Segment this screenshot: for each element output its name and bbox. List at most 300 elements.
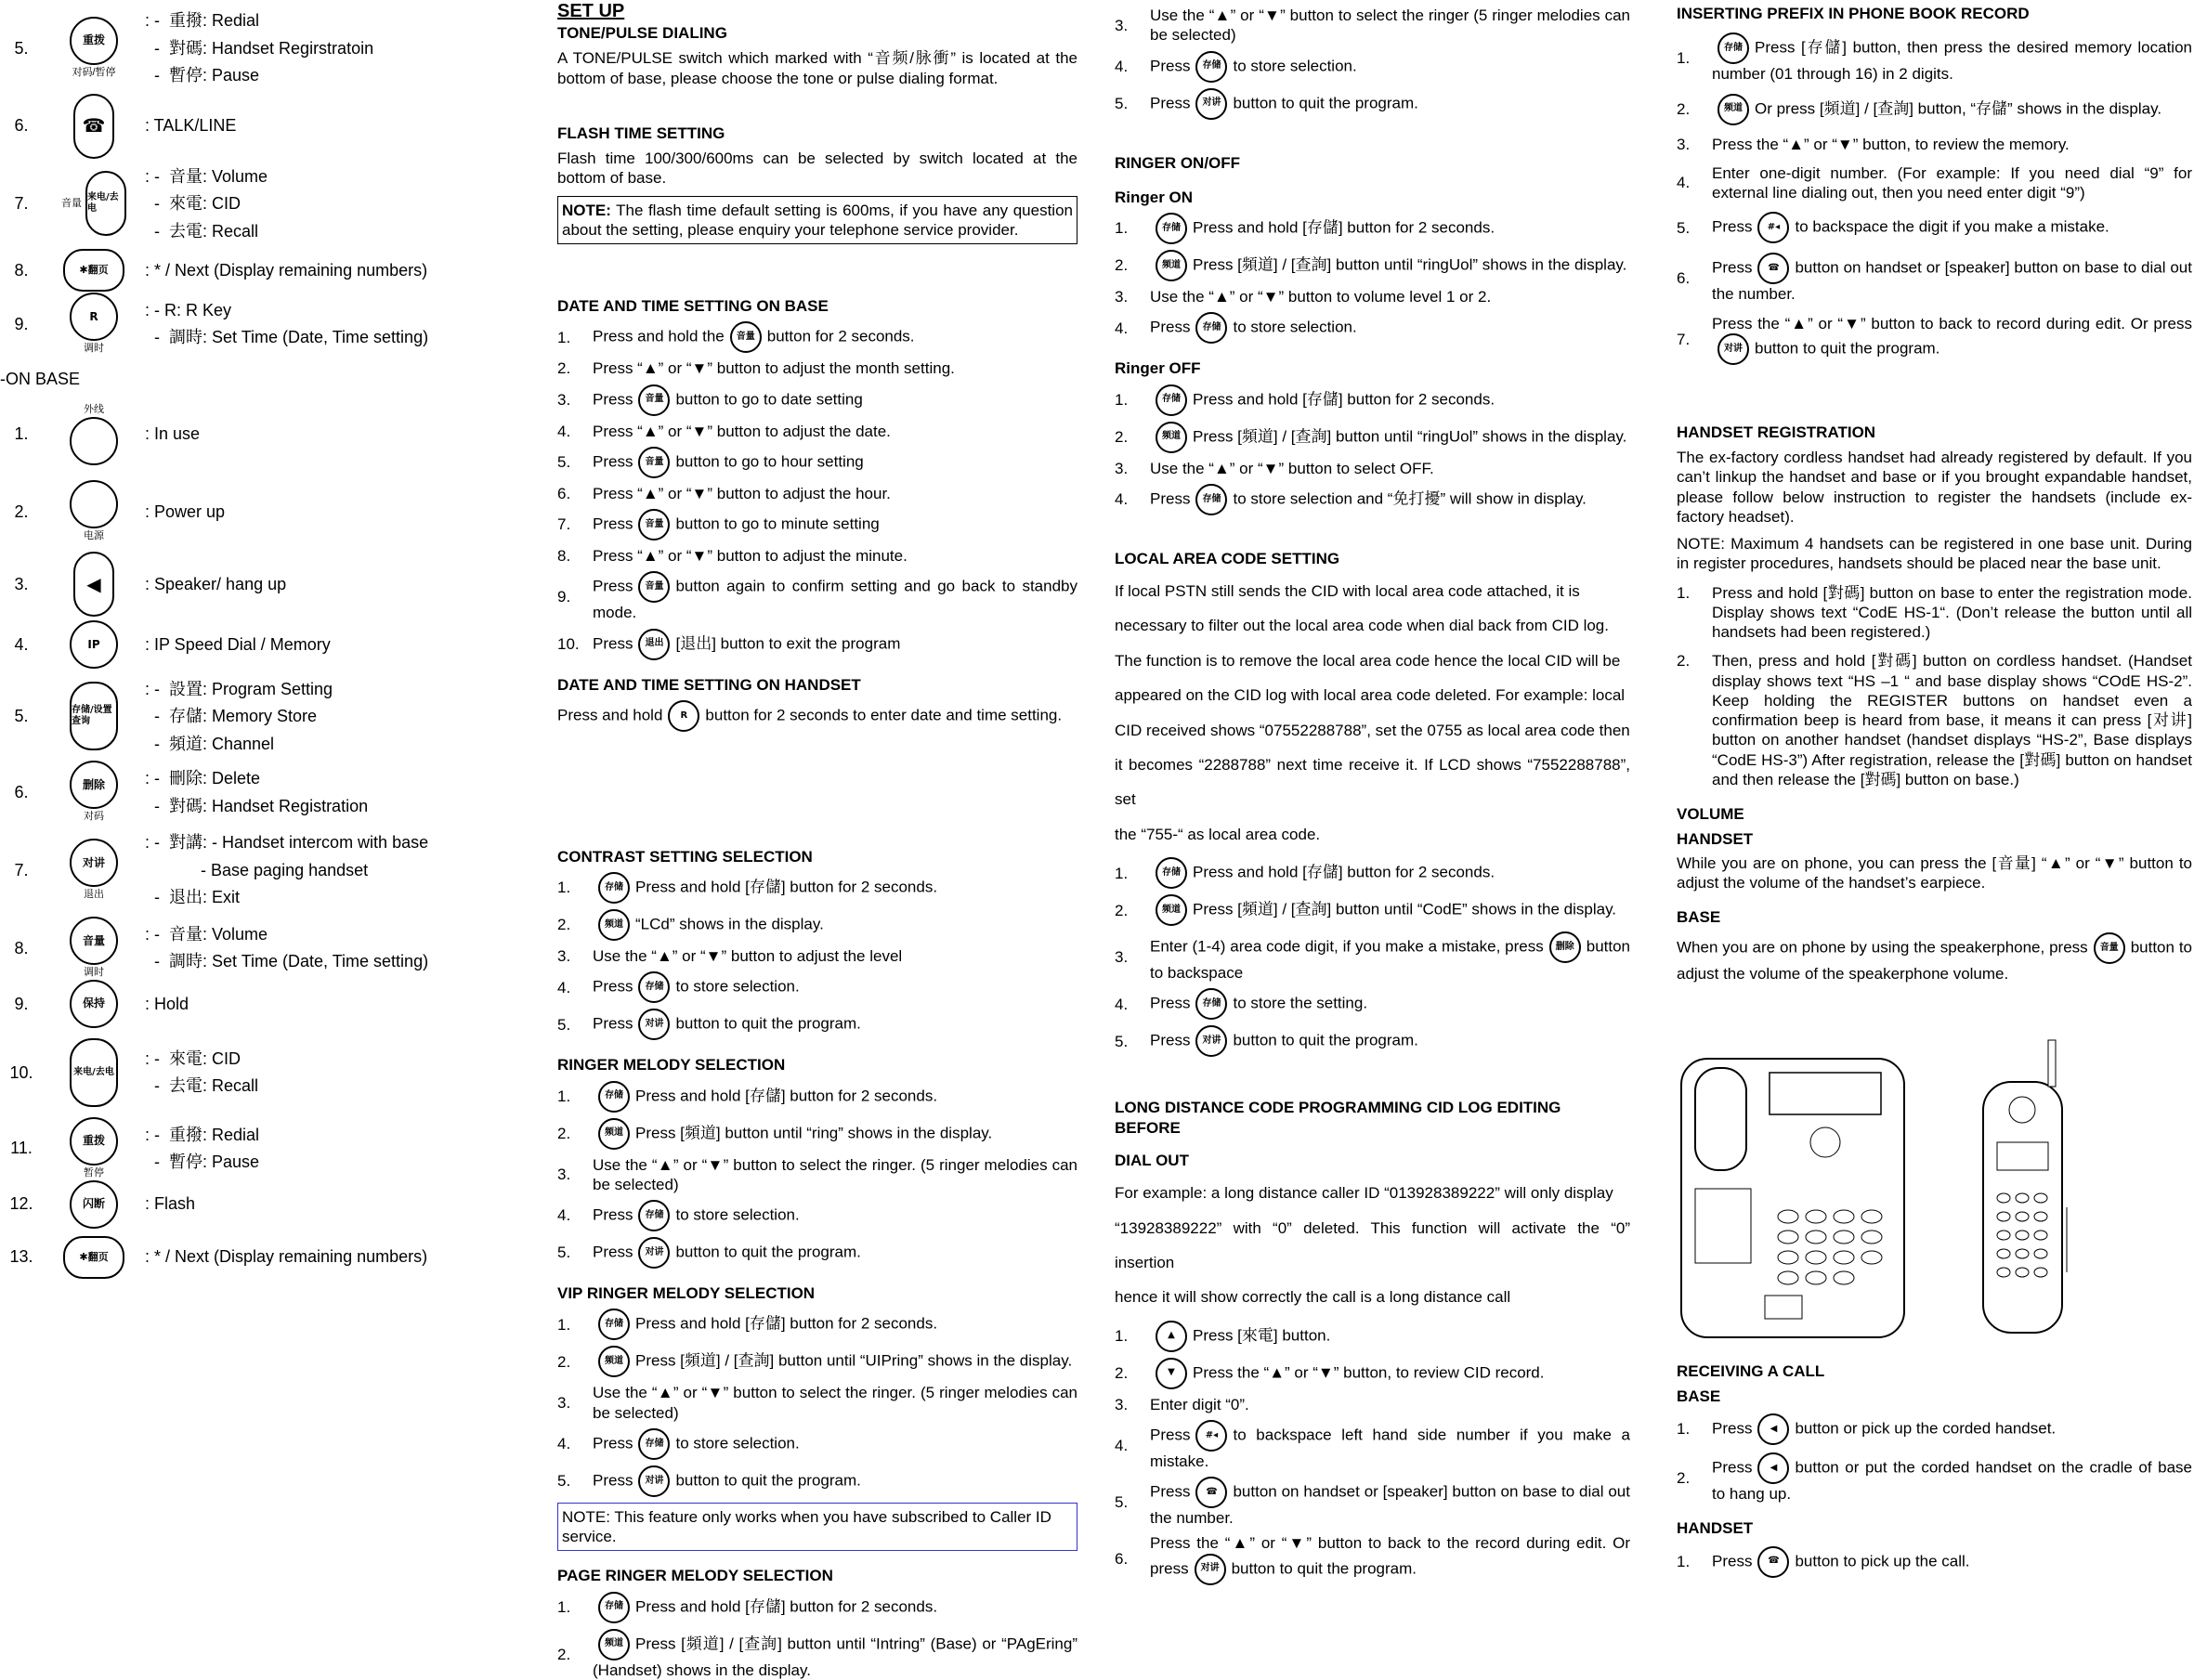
step-pre: Press: [1150, 1031, 1191, 1049]
step-post: Or press [頻道] / [查詢] button, “存儲” shows in the display.: [1755, 98, 2162, 117]
step-number: 2.: [1115, 901, 1129, 919]
local-area-step: [1115, 857, 1630, 889]
ringer-step-list: [1115, 6, 1630, 120]
step-number: 4.: [1677, 174, 1691, 192]
legend-row: [0, 1117, 548, 1180]
step-text: [593, 422, 1077, 441]
ringer-step-list: [557, 1081, 1077, 1270]
step-number: 5.: [1115, 94, 1129, 112]
step-post: Press and hold [存儲] button for 2 seconds.: [1193, 389, 1495, 408]
legend-line: - 對碼: Handset Registration: [145, 796, 369, 815]
step-button-icon[interactable]: 存储: [638, 971, 670, 1003]
step-post: Press and hold [存儲] button for 2 seconds.: [635, 1596, 938, 1615]
step-button-icon[interactable]: ☎: [1195, 1477, 1227, 1508]
ringer-off-heading: Ringer OFF: [1115, 359, 1201, 378]
step-number: 4.: [1115, 995, 1129, 1013]
step-number: 1.: [1115, 390, 1129, 409]
step-button-icon[interactable]: 对讲: [1717, 333, 1749, 365]
date-base-step: [557, 321, 1077, 353]
step-post: button to quit the program.: [675, 1471, 861, 1490]
step-post: to store selection.: [675, 1434, 800, 1452]
step-button-icon[interactable]: ☎: [1757, 253, 1789, 284]
step-button-icon[interactable]: 存储: [1156, 384, 1187, 416]
step-post: Press and hold [存儲] button for 2 seconds.: [1193, 218, 1495, 237]
prefix-step: [1677, 135, 2192, 154]
date-base-step: [557, 509, 1077, 540]
legend-description: [145, 1187, 548, 1221]
program-store-channel-icon: [43, 682, 145, 750]
ringer-on-step: [1115, 287, 1630, 306]
r-key-icon[interactable]: R: [70, 293, 118, 341]
volume-handset-heading: HANDSET: [1677, 830, 1754, 849]
step-post: button to quit the program.: [1233, 93, 1418, 111]
step-number: 3.: [557, 947, 571, 965]
step-button-icon[interactable]: 频道: [1156, 250, 1187, 281]
legend-number: 9.: [14, 994, 29, 1013]
legend-row: [0, 618, 548, 671]
step-button-icon[interactable]: 频道: [598, 1346, 630, 1377]
step-text: [593, 1428, 1077, 1460]
step-post: button for 2 seconds.: [766, 327, 915, 345]
step-number: 2.: [1115, 427, 1129, 446]
step-text: [593, 1081, 1077, 1113]
page-ringer-step: [557, 1592, 1077, 1623]
on-base-heading: -ON BASE: [0, 369, 81, 388]
paragraph-line: CID received shows “07552288788”, set the 0755 as local area code then: [1115, 721, 1630, 739]
step-pre: Press: [593, 1434, 633, 1452]
step-button-icon[interactable]: 存储: [1717, 33, 1749, 64]
step-pre: Press: [1150, 994, 1191, 1012]
step-text: [1712, 1413, 2192, 1445]
legend-number: 5.: [14, 707, 29, 725]
step-pre: Press: [1712, 217, 1753, 236]
legend-row: [0, 551, 548, 618]
legend-description: [145, 160, 548, 249]
legend-line: : IP Speed Dial / Memory: [145, 635, 331, 654]
vip-step-list: [557, 1309, 1077, 1497]
step-button-icon[interactable]: ▼: [1156, 1358, 1187, 1389]
step-post: to store selection.: [1233, 56, 1357, 74]
step-pre: Press: [593, 1471, 633, 1490]
volume-time-icon[interactable]: 音量: [70, 917, 118, 965]
contrast-step: [557, 971, 1077, 1003]
step-number: 2.: [1677, 652, 1691, 671]
legend-description: [145, 4, 548, 93]
r-key-icon[interactable]: R: [668, 700, 699, 732]
redial-icon: [43, 1117, 145, 1180]
flash-icon: [43, 1180, 145, 1229]
step-number: 2.: [1677, 1469, 1691, 1487]
ringer-on-heading: Ringer ON: [1115, 188, 1194, 206]
step-post: Press [頻道] / [查詢] button until “ringUol” shows in the display.: [1193, 255, 1627, 274]
step-button-icon[interactable]: 频道: [598, 1118, 630, 1150]
step-pre: Press: [593, 977, 633, 996]
step-button-icon[interactable]: 频道: [1156, 422, 1187, 453]
step-button-icon[interactable]: 对讲: [638, 1009, 670, 1040]
intercom-icon[interactable]: 对讲: [70, 839, 118, 887]
icon-label: 对码/暂停: [72, 66, 116, 78]
step-button-icon[interactable]: ◀: [1757, 1413, 1789, 1445]
step-post: button to quit the program.: [1233, 1031, 1418, 1049]
legend-line: : - 重撥: Redial: [145, 1125, 260, 1144]
step-number: 5.: [557, 453, 571, 472]
registration-text: The ex-factory cordless handset had already registered by default. If you can’t linkup the handset and base or if you brought expandable handset, please follow below instruction to register the handsets (include ex-factory headset).: [1677, 449, 2192, 526]
step-pre: Press “▲” or “▼” button to adjust the date.: [593, 422, 891, 440]
step-button-icon[interactable]: 存储: [1195, 312, 1227, 344]
paragraph-line: If local PSTN still sends the CID with local area code attached, it is: [1115, 582, 1580, 600]
step-text: [593, 1200, 1077, 1231]
step-text: [593, 971, 1077, 1003]
step-number: 3.: [1115, 1395, 1129, 1413]
paragraph-line: appeared on the CID log with local area code deleted. For example: local: [1115, 686, 1626, 705]
step-button-icon[interactable]: 存储: [598, 1081, 630, 1113]
delete-icon: [43, 761, 145, 824]
legend-line: - Base paging handset: [145, 860, 369, 879]
paragraph-line: “13928389222” with “0” deleted. This function will activate the “0” insertion: [1115, 1218, 1630, 1271]
text: Press and hold: [557, 706, 663, 724]
icon-label: 调时: [84, 967, 104, 978]
flash-icon[interactable]: 闪断: [70, 1180, 118, 1229]
volume-base-heading: BASE: [1677, 908, 1721, 926]
legend-number: 4.: [14, 635, 29, 654]
long-distance-heading: LONG DISTANCE CODE PROGRAMMING CID LOG EDITING BEFORE: [1115, 1099, 1561, 1137]
ringer-on-step: [1115, 213, 1630, 244]
legend-description: [145, 567, 548, 602]
paragraph-line: hence it will show correctly the call is a long distance call: [1115, 1288, 1511, 1307]
legend-number: 8.: [14, 260, 29, 280]
ip-icon[interactable]: IP: [70, 620, 118, 669]
step-button-icon[interactable]: 存储: [638, 1200, 670, 1231]
volume-time-icon: [43, 917, 145, 980]
step-text: [1150, 88, 1630, 120]
star-next-icon: [43, 249, 145, 292]
r-key-icon: [43, 293, 145, 356]
volume-handset-text: While you are on phone, you can press the [音量] “▲” or “▼” button to adjust the volume of the handset’s earpiece.: [1677, 853, 2192, 892]
step-pre: Press: [593, 1014, 633, 1033]
redial-pause-icon[interactable]: 重拨: [70, 17, 118, 65]
step-text: [1150, 384, 1630, 416]
column-setup: [557, 0, 1077, 1679]
legend-description: [145, 495, 548, 529]
step-text: [1712, 253, 2192, 304]
step-pre: Press: [1712, 1551, 1753, 1569]
long-distance-heading-2: DIAL OUT: [1115, 1151, 1189, 1169]
step-post: Press and hold [存儲] button for 2 seconds.: [635, 1086, 938, 1104]
step-pre: Enter digit “0”.: [1150, 1395, 1249, 1413]
step-pre: Press the “▲” or “▼” button to back to the record during edit. Or press: [1150, 1534, 1630, 1578]
legend-description: [145, 628, 548, 662]
step-text: [1150, 1025, 1630, 1057]
step-number: 4.: [1115, 490, 1129, 509]
step-button-icon[interactable]: ◀: [1757, 1452, 1789, 1484]
note-text: The flash time default setting is 600ms, if you have any question about the setting, please enquiry your telephone service provider.: [562, 201, 1073, 239]
legend-line: - 對碼: Handset Regirstratoin: [145, 38, 374, 58]
step-button-icon[interactable]: 音量: [638, 384, 670, 416]
talk-handset-icon[interactable]: ☎: [73, 94, 114, 159]
step-button-icon[interactable]: 频道: [1156, 894, 1187, 926]
redial-icon[interactable]: 重拨: [70, 1117, 118, 1166]
step-post: Press and hold [存儲] button for 2 seconds.: [635, 1314, 938, 1333]
volume-cid-recall-icon[interactable]: 来电/去电: [85, 171, 126, 236]
step-number: 3.: [557, 390, 571, 409]
star-next-icon[interactable]: ✱翻页: [63, 1236, 124, 1279]
step-number: 4.: [557, 1206, 571, 1225]
step-text: [593, 509, 1077, 540]
ringer-step: [557, 1081, 1077, 1113]
step-pre: Press the “▲” or “▼” button to back to record during edit. Or press: [1712, 314, 2192, 332]
legend-line: : - 音量: Volume: [145, 166, 268, 186]
in-use-icon[interactable]: [70, 417, 118, 465]
step-post: button to backspace: [1150, 937, 1630, 983]
step-button-icon[interactable]: 删除: [1549, 931, 1581, 963]
step-text: [593, 546, 1077, 566]
receiving-heading: RECEIVING A CALL: [1677, 1361, 1825, 1380]
step-button-icon[interactable]: 音量: [638, 571, 670, 603]
cid-recall-icon[interactable]: 来电/去电: [70, 1038, 118, 1107]
step-button-icon[interactable]: 音量: [730, 321, 762, 353]
legend-line: - 頻道: Channel: [145, 734, 275, 753]
ringer-off-step: [1115, 459, 1630, 478]
step-number: 2.: [557, 916, 571, 934]
step-pre: Press: [593, 514, 633, 533]
step-post: to store the setting.: [1233, 994, 1368, 1012]
step-text: [593, 1629, 1077, 1680]
step-number: 6.: [1677, 269, 1691, 288]
legend-number: 2.: [14, 502, 29, 521]
date-handset-heading: DATE AND TIME SETTING ON HANDSET: [557, 675, 861, 694]
step-number: 5.: [1115, 1493, 1129, 1512]
prefix-step: [1677, 314, 2192, 365]
legend-description: [145, 1240, 548, 1274]
icon-label: 外线: [84, 404, 104, 416]
step-pre: Press and hold the: [593, 327, 725, 345]
step-pre: Press: [593, 1205, 633, 1224]
step-pre: Use the “▲” or “▼” button to select OFF.: [1150, 459, 1434, 477]
step-number: 1.: [557, 879, 571, 897]
step-number: 5.: [557, 1015, 571, 1034]
step-post: button on handset or [speaker] button on base to dial out the number.: [1712, 258, 2192, 304]
volume-icon[interactable]: 音量: [2094, 932, 2125, 964]
vip-step: [557, 1309, 1077, 1340]
in-use-icon: [43, 402, 145, 465]
legend-line: : - 重撥: Redial: [145, 11, 260, 30]
power-icon[interactable]: [70, 480, 118, 528]
step-button-icon[interactable]: ☎: [1757, 1546, 1789, 1578]
legend-row: [0, 4, 548, 93]
long-distance-step: [1115, 1533, 1630, 1584]
step-post: button to go to date setting: [675, 389, 863, 408]
legend-row: [0, 671, 548, 761]
legend-line: : In use: [145, 424, 201, 443]
paragraph-line: it becomes “2288788” next time receive it. If LCD shows “7552288788”, set: [1115, 755, 1630, 809]
legend-line: : Flash: [145, 1194, 196, 1214]
long-distance-step-list: [1115, 1321, 1630, 1585]
step-number: 1.: [1115, 1327, 1129, 1346]
step-text: [1150, 250, 1630, 281]
legend-description: [145, 254, 548, 288]
step-button-icon[interactable]: 对讲: [1195, 88, 1227, 120]
step-text: [593, 1309, 1077, 1340]
step-button-icon[interactable]: 存储: [1156, 213, 1187, 244]
step-button-icon[interactable]: 音量: [638, 447, 670, 478]
step-text: [1150, 1358, 1630, 1389]
step-number: 6.: [1115, 1550, 1129, 1569]
step-post: Press the “▲” or “▼” button, to review CID record.: [1193, 1363, 1545, 1382]
local-area-step-list: [1115, 857, 1630, 1057]
step-text: [1150, 422, 1630, 453]
step-button-icon[interactable]: 存储: [638, 1428, 670, 1460]
step-number: 4.: [557, 978, 571, 996]
step-button-icon[interactable]: 存储: [598, 1592, 630, 1623]
step-button-icon[interactable]: 频道: [598, 909, 630, 941]
legend-line: : - 刪除: Delete: [145, 769, 261, 788]
step-button-icon[interactable]: 频道: [598, 1629, 630, 1660]
date-base-heading: DATE AND TIME SETTING ON BASE: [557, 297, 829, 315]
step-post: to store selection.: [675, 977, 800, 996]
step-pre: Press: [1150, 56, 1191, 74]
icon-label: 调时: [84, 343, 104, 354]
step-pre: Use the “▲” or “▼” button to select the ringer. (5 ringer melodies can be selected): [593, 1155, 1077, 1193]
phone-illustration-svg: [1677, 1040, 2178, 1347]
step-pre: Press: [1712, 1458, 1753, 1477]
long-distance-step: [1115, 1477, 1630, 1528]
step-text: [593, 1155, 1077, 1195]
hold-icon[interactable]: 保持: [70, 980, 118, 1028]
star-next-icon[interactable]: ✱翻页: [63, 249, 124, 292]
step-post: button on handset or [speaker] button on base to dial out the number.: [1150, 1482, 1630, 1528]
long-distance-step: [1115, 1420, 1630, 1471]
delete-icon[interactable]: 删除: [70, 761, 118, 809]
legend-description: [145, 762, 548, 823]
step-number: 4.: [1115, 1436, 1129, 1454]
setup-title: SET UP: [557, 1, 625, 21]
step-button-icon[interactable]: 存储: [1195, 51, 1227, 83]
date-base-step: [557, 447, 1077, 478]
step-button-icon[interactable]: 存储: [598, 872, 630, 904]
contrast-step: [557, 946, 1077, 966]
hold-icon: [43, 980, 145, 1028]
step-number: 3.: [1115, 459, 1129, 477]
step-text: [593, 358, 1077, 378]
step-number: 3.: [1115, 288, 1129, 306]
step-button-icon[interactable]: 对讲: [638, 1465, 670, 1497]
tone-heading: TONE/PULSE DIALING: [557, 24, 727, 42]
legend-row: [0, 248, 548, 293]
icon-label: 退出: [84, 889, 104, 901]
legend-number: 6.: [14, 116, 29, 136]
legend-description: [145, 672, 548, 762]
step-post: [退出] button to exit the program: [675, 633, 901, 652]
legend-row: [0, 917, 548, 980]
step-pre: Press “▲” or “▼” button to adjust the hour.: [593, 484, 891, 502]
step-button-icon[interactable]: 存储: [1195, 988, 1227, 1020]
step-post: Press [存儲] button, then press the desired memory location number (01 through 16) in 2 digits.: [1712, 38, 2192, 84]
legend-description: [145, 1042, 548, 1103]
step-number: 4.: [557, 1435, 571, 1453]
vip-heading: VIP RINGER MELODY SELECTION: [557, 1284, 816, 1302]
step-post: button to quit the program.: [675, 1243, 861, 1261]
step-text: [1712, 135, 2192, 154]
legend-number: 3.: [14, 575, 29, 593]
legend-line: - 暫停: Pause: [145, 66, 260, 85]
legend-row: [0, 1028, 548, 1117]
legend-line: : - 設置: Program Setting: [145, 679, 333, 698]
local-area-heading: LOCAL AREA CODE SETTING: [1115, 549, 1340, 567]
talk-handset-icon: [43, 94, 145, 159]
step-number: 7.: [1677, 330, 1691, 348]
step-text: [1712, 212, 2192, 243]
step-button-icon[interactable]: 对讲: [1195, 1025, 1227, 1057]
date-base-step: [557, 384, 1077, 416]
prefix-step: [1677, 163, 2192, 203]
step-button-icon[interactable]: 存储: [1195, 484, 1227, 515]
step-pre: Press: [1712, 1419, 1753, 1438]
receiving-base-step: [1677, 1452, 2192, 1504]
step-post: to backspace the digit if you make a mistake.: [1795, 217, 2109, 236]
step-number: 1.: [557, 328, 571, 346]
step-post: button to pick up the call.: [1795, 1551, 1970, 1569]
legend-number: 11.: [10, 1139, 33, 1158]
text: When you are on phone by using the speakerphone, press: [1677, 938, 2088, 957]
step-button-icon[interactable]: 存储: [1156, 857, 1187, 889]
legend-line: - 調時: Set Time (Date, Time setting): [145, 328, 429, 347]
program-store-channel-icon[interactable]: 存储/设置 查询: [70, 682, 118, 750]
ringer-off-step: [1115, 422, 1630, 453]
legend-row: [0, 293, 548, 356]
speaker-icon: [43, 552, 145, 617]
step-post: to store selection.: [1233, 318, 1357, 336]
step-text: [1150, 51, 1630, 83]
step-number: 2.: [1115, 256, 1129, 275]
step-button-icon[interactable]: 对讲: [638, 1237, 670, 1269]
speaker-icon[interactable]: ◀: [73, 552, 114, 617]
step-button-icon[interactable]: 退出: [638, 629, 670, 660]
step-text: [593, 946, 1077, 966]
legend-line: : - R: R Key: [145, 300, 232, 319]
star-next-icon: [43, 1236, 145, 1279]
registration-heading: HANDSET REGISTRATION: [1677, 423, 1876, 441]
registration-step: [1677, 583, 2192, 643]
step-pre: Press: [593, 633, 633, 652]
paragraph-line: necessary to filter out the local area code when dial back from CID log.: [1115, 617, 1609, 635]
step-button-icon[interactable]: 对讲: [1195, 1554, 1226, 1585]
step-button-icon[interactable]: #◂: [1195, 1420, 1227, 1452]
step-button-icon[interactable]: 音量: [638, 509, 670, 540]
column-button-legend: [0, 0, 548, 1507]
ringer-on-step: [1115, 250, 1630, 281]
step-number: 2.: [557, 1124, 571, 1142]
vip-step: [557, 1346, 1077, 1377]
note-label: NOTE:: [562, 201, 611, 219]
step-button-icon[interactable]: 频道: [1717, 94, 1749, 125]
step-number: 3.: [1115, 16, 1129, 34]
step-post: Press [頻道] / [查詢] button until “ringUol” shows in the display.: [1193, 426, 1627, 445]
step-number: 5.: [557, 1472, 571, 1491]
long-distance-step: [1115, 1321, 1630, 1352]
tone-text: A TONE/PULSE switch which marked with “音频/脉衝” is located at the bottom of base, please choose the tone or pulse dialing format.: [557, 49, 1077, 87]
ringer-off-step: [1115, 384, 1630, 416]
power-icon: [43, 480, 145, 543]
legend-number: 10.: [9, 1062, 33, 1082]
step-button-icon[interactable]: 存储: [598, 1309, 630, 1340]
step-pre: Press: [1712, 258, 1753, 277]
step-button-icon[interactable]: ▲: [1156, 1321, 1187, 1352]
registration-step: [1677, 651, 2192, 789]
legend-line: - 來電: CID: [145, 194, 241, 213]
step-button-icon[interactable]: #◂: [1757, 212, 1789, 243]
ringer-step: [1115, 51, 1630, 83]
intercom-icon: [43, 839, 145, 902]
